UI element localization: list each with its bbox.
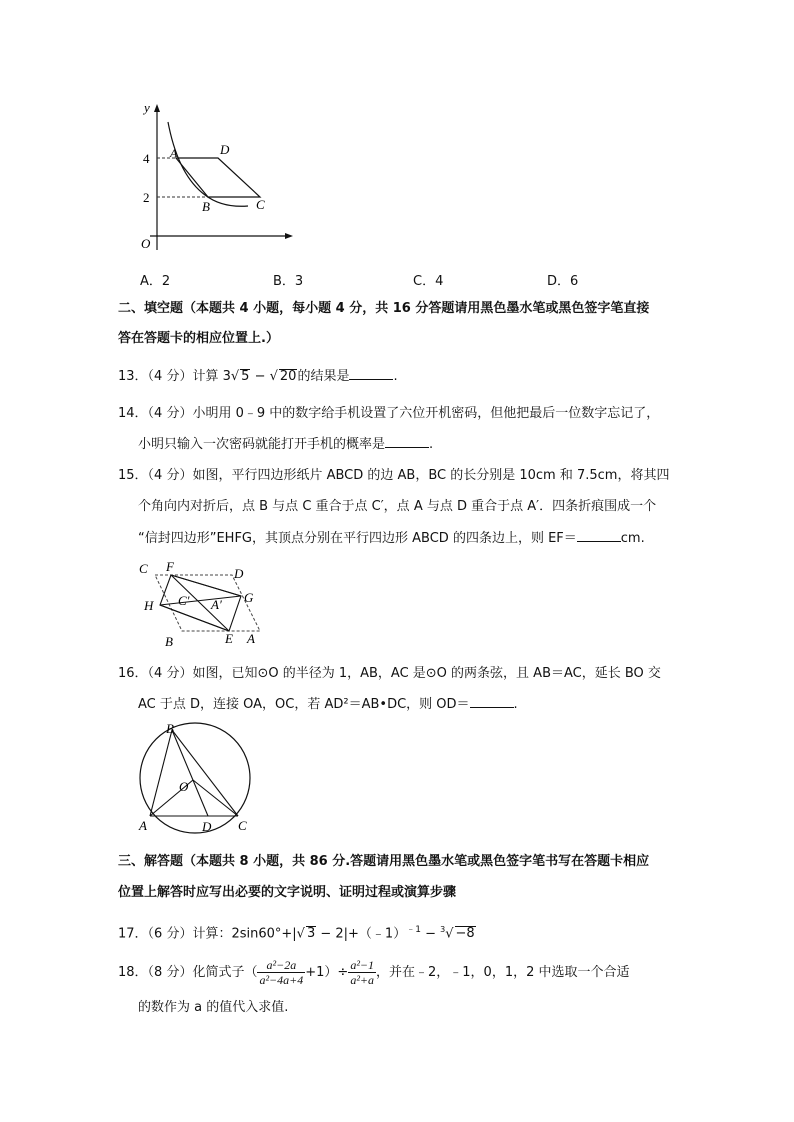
point-label-b: B [202,199,210,214]
point-label-c: C [256,197,265,212]
fraction-2-numerator: a²−1 [350,958,375,972]
q17-radicand-2: −8 [455,926,475,942]
point-label-a: A [170,146,178,160]
section-3-heading-line2: 位置上解答时应写出必要的文字说明、证明过程或演算步骤 [118,885,457,900]
cube-root-index: 3 [440,925,446,934]
q13-minus: − [250,369,270,384]
fraction-2 [348,958,376,987]
q17-minus: − [420,926,441,942]
q13-end: . [393,369,398,384]
q13-suffix: 的结果是 [297,369,350,384]
segment-bd [172,730,208,816]
q13-radicand-2: 20 [279,369,297,384]
point-label-f: F [166,559,174,574]
point-label-b: B [165,634,173,649]
q17-radicand: 3 [306,926,316,942]
point-label-e: E [225,631,233,646]
q15-unit: cm. [620,531,645,546]
q18-prefix: 18．（8 分）化简式子（ [118,965,258,980]
q14-line2-text: 小明只输入一次密码就能打开手机的概率是 [138,437,386,452]
question-17 [118,920,476,944]
origin-label: O [141,236,151,251]
sqrt-symbol: √ [296,926,305,942]
option-c: C．4 [413,274,444,289]
question-15-line2: 个角向内对折后，点 B 与点 C 重合于点 C′，点 A 与点 D 重合于点 A′．四条折痕围成一个 [138,499,657,514]
point-label-g: G [244,590,254,605]
section-2-heading-line1: 二、填空题（本题共 4 小题，每小题 4 分，共 16 分答题请用黑色墨水笔或黑色签字笔直接 [118,301,650,316]
section-2-heading-line2: 答在答题卡的相应位置上.） [118,331,279,346]
point-label-a-prime: A′ [211,597,222,612]
q18-suffix: ，并在﹣2，﹣1，0，1，2 中选取一个合适 [376,965,630,980]
option-b: B．3 [273,274,304,289]
fraction-1-denominator: a²−4a+4 [259,973,304,987]
fraction-1-numerator: a²−2a [257,958,305,973]
q14-end: . [429,437,434,452]
question-18-line2: 的数作为 a 的值代入求值. [138,1000,289,1015]
q17-exponent: ﹣1 [406,925,421,935]
q13-prefix: 13．（4 分）计算 3 [118,369,231,384]
q17-prefix: 17．（6 分）计算：2sin60°+| [118,926,297,942]
sqrt-symbol: √ [230,369,240,384]
q16-line2-text: AC 于点 D，连接 OA，OC，若 AD²＝AB•DC，则 OD＝ [138,697,470,712]
sqrt-symbol: √ [445,926,454,942]
point-label-c: C [139,561,148,576]
point-label-a: A [247,631,255,646]
q16-end: . [513,697,518,712]
fraction-1 [257,958,305,987]
option-a: A．2 [140,274,171,289]
section-3-heading-line1: 三、解答题（本题共 8 小题，共 86 分.答题请用黑色墨水笔或黑色签字笔书写在答题卡相应 [118,854,650,869]
point-label-h: H [144,598,154,613]
point-label-c-prime: C′ [178,593,190,608]
chord-bc [172,730,238,816]
question-16-line1: 16．（4 分）如图，已知⊙O 的半径为 1，AB，AC 是⊙O 的两条弦，且 AB＝AC，延长 BO 交 [118,666,661,681]
question-15-line1: 15．（4 分）如图，平行四边形纸片 ABCD 的边 AB，BC 的长分别是 10cm 和 7.5cm，将其四 [118,468,670,483]
y-axis-label: y [144,100,150,115]
point-label-b: B [166,721,174,736]
sqrt-symbol: √ [269,369,278,384]
question-18-line1 [118,958,630,988]
point-label-d: D [220,142,230,157]
point-label-d: D [234,566,244,581]
point-label-c: C [238,818,247,833]
q15-line3-text: “信封四边形”EHFG，其顶点分别在平行四边形 ABCD 的四条边上，则 EF＝ [138,531,577,546]
q18-plus: +1）÷ [305,965,349,980]
tick-label-4: 4 [143,151,150,166]
option-d: D．6 [547,274,579,289]
fraction-2-denominator: a²+a [350,973,375,987]
question-14-line1: 14．（4 分）小明用 0﹣9 中的数字给手机设置了六位开机密码，但他把最后一位数字忘记了， [118,406,660,421]
segment-oc [193,780,238,816]
point-label-o: O [179,779,189,794]
point-label-d: D [202,819,212,834]
q17-mid: − 2|+（﹣1） [316,926,407,942]
tick-label-2: 2 [143,190,150,205]
q13-radicand-1: 5 [241,369,250,384]
point-label-a: A [139,818,147,833]
